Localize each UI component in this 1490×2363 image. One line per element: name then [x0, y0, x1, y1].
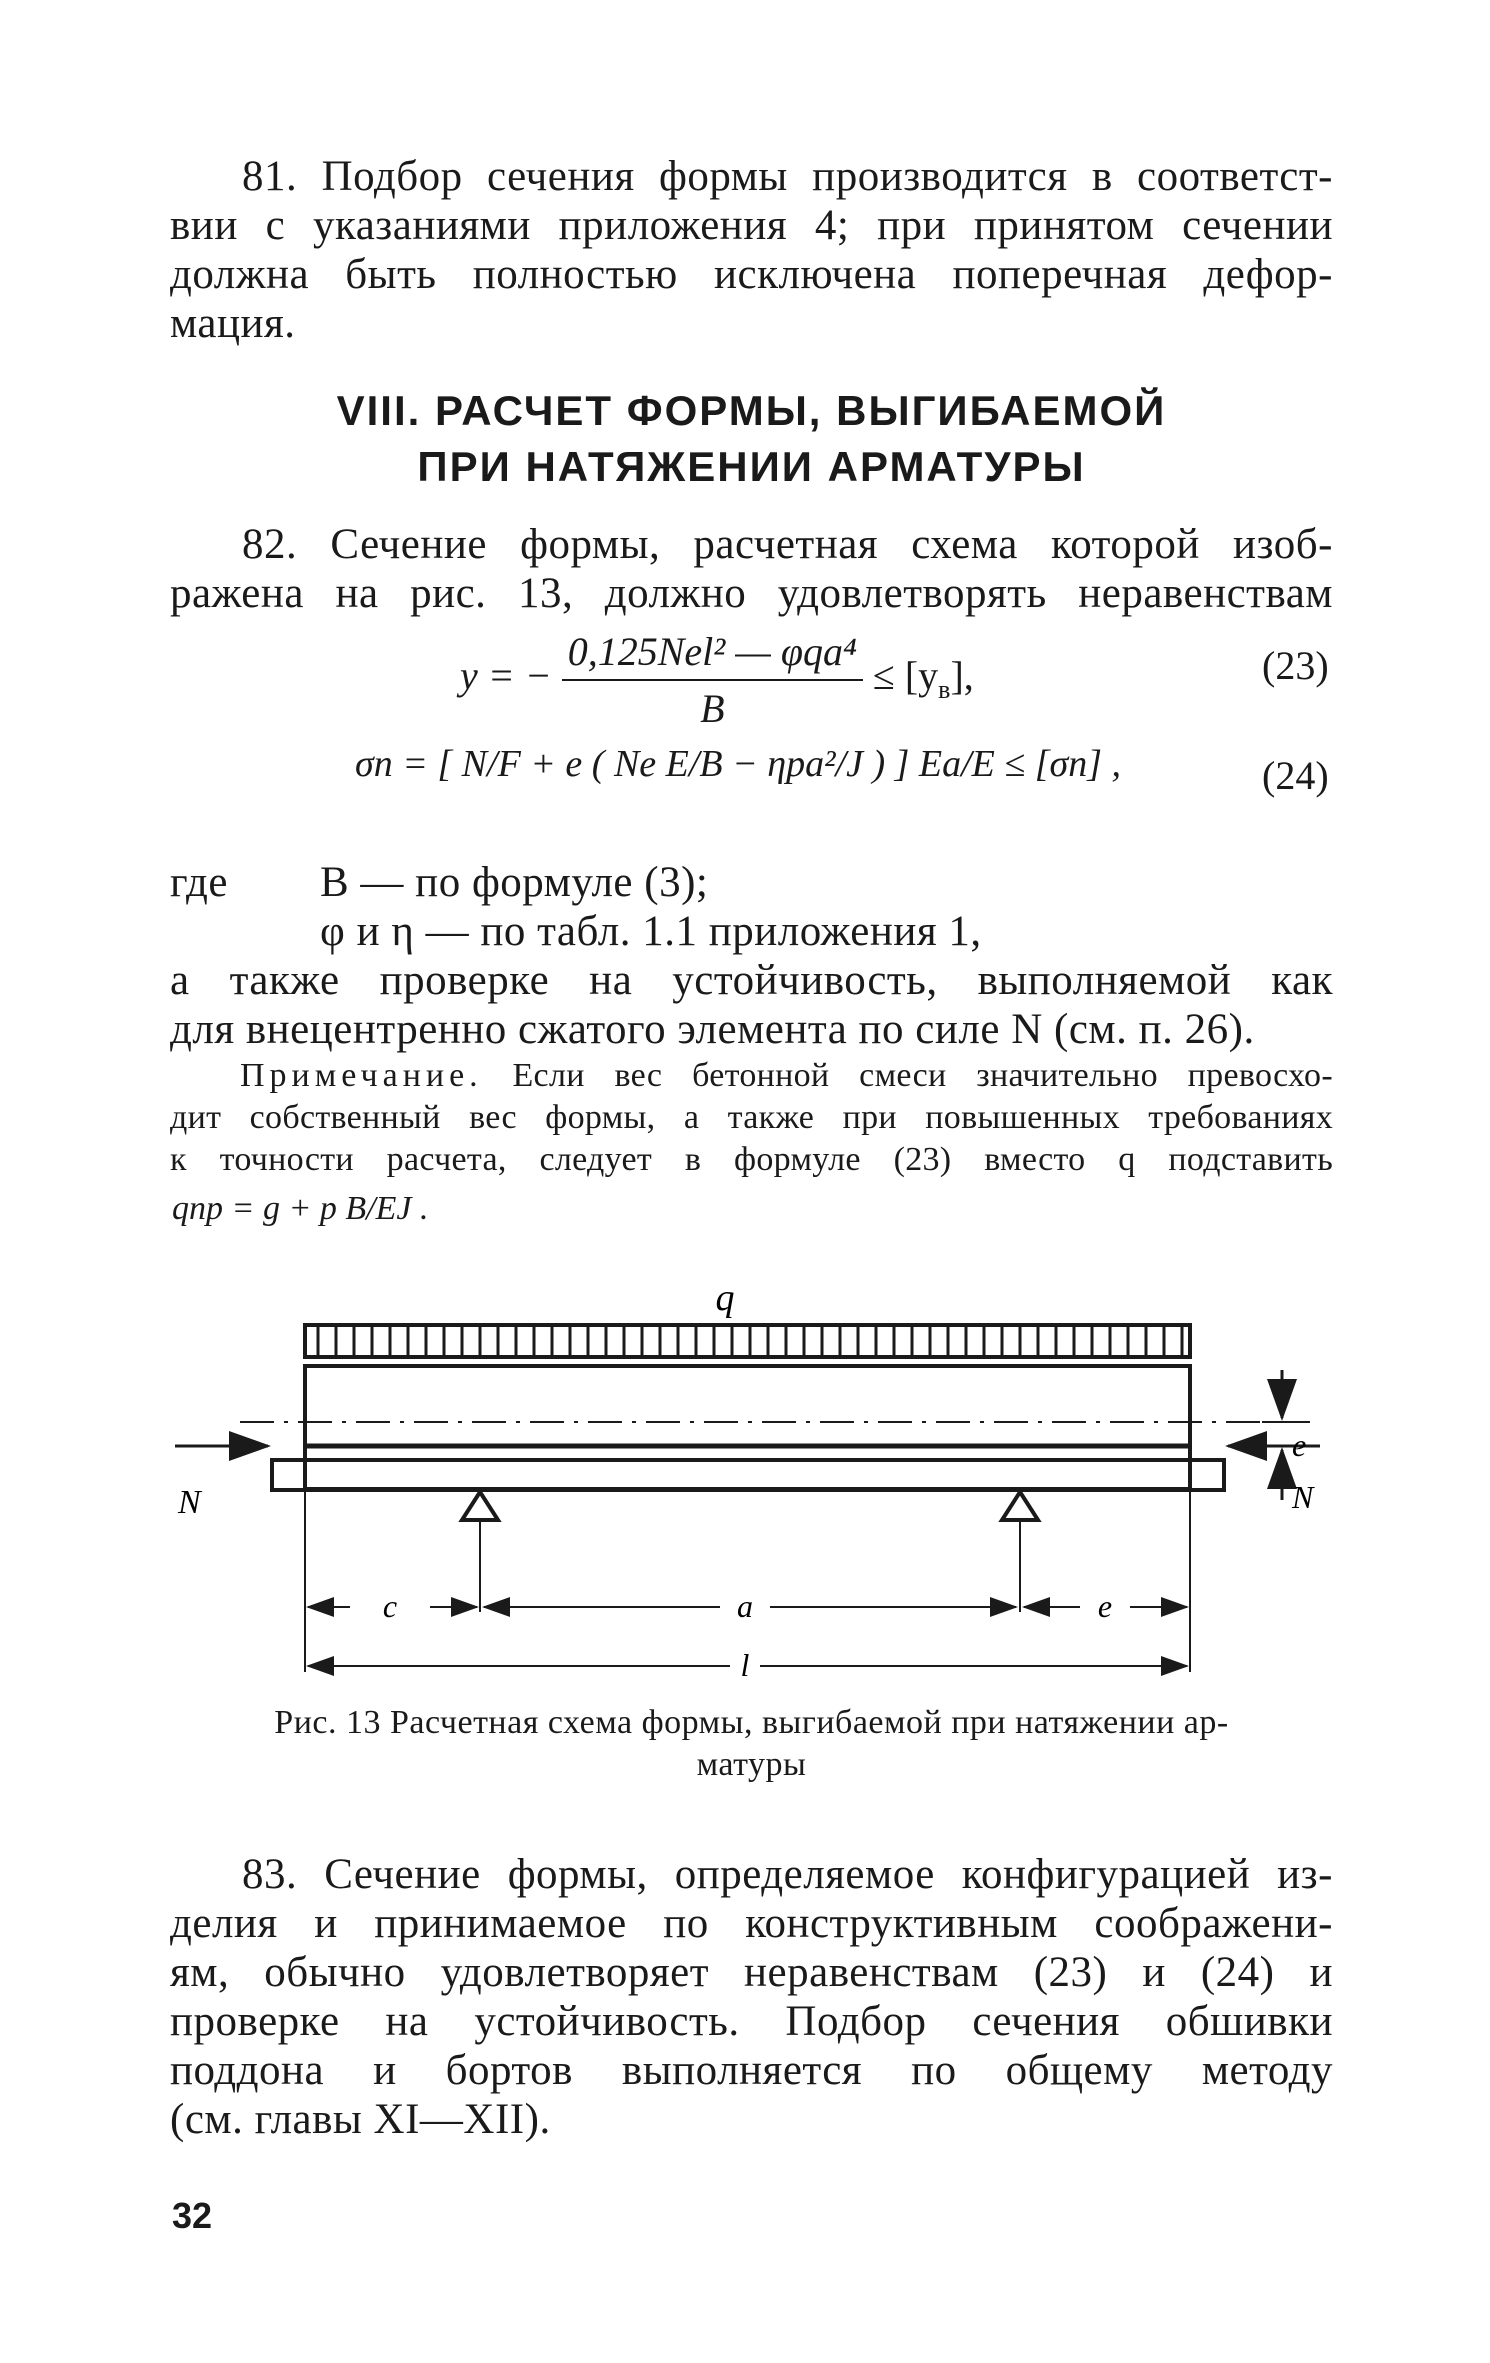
text-line: ражена на рис. 13, должно удовлетворять неравенствам [170, 570, 1333, 617]
label-l: l [740, 1647, 750, 1683]
note-line-1: Примечание. Если вес бетонной смеси значительно превосхо- [240, 1057, 1333, 1094]
text-line: 82. Сечение формы, расчетная схема которой изоб- [242, 521, 1333, 568]
label-c: c [382, 1588, 398, 1624]
load-hatch [318, 1327, 1182, 1355]
where-clause [170, 858, 1333, 1054]
text-line: должна быть полностью исключена поперечная дефор- [170, 251, 1333, 298]
label-a: a [737, 1588, 753, 1624]
text-line: 81. Подбор сечения формы производится в соответст- [242, 153, 1333, 200]
heading-line-2: ПРИ НАТЯЖЕНИИ АРМАТУРЫ [417, 443, 1086, 490]
section-heading [170, 383, 1333, 495]
end-plate-right [1190, 1460, 1224, 1490]
formula-23-rhs-end: ], [950, 653, 974, 699]
formula-23-numerator: 0,125Nel² — φqa⁴ [562, 628, 863, 681]
label-N-right: N [1292, 1479, 1314, 1515]
formula-24: σп = [ N/F + e ( Ne E/B − ηpa²/J ) ] Eа/E ≤ [σп] , [355, 743, 1122, 785]
caption-line-2: матуры [696, 1746, 807, 1783]
note-label: Примечание. [240, 1057, 483, 1094]
text-line: проверке на устойчивость. Подбор сечения обшивки [170, 1998, 1333, 2045]
label-N-left: N [178, 1484, 201, 1521]
equation-number-24: (24) [1262, 753, 1329, 798]
note [170, 1055, 1333, 1181]
support-left [462, 1492, 498, 1520]
caption-line-1: Рис. 13 Расчетная схема формы, выгибаемой при натяжении ар- [274, 1704, 1229, 1741]
beam-body [305, 1366, 1190, 1489]
text-line: делия и принимаемое по конструктивным соображени- [170, 1900, 1333, 1947]
page-number: 32 [172, 2195, 213, 2236]
pallet-bottom [272, 1460, 1224, 1490]
support-right [1002, 1492, 1038, 1520]
formula-23-denominator: B [700, 686, 725, 731]
end-plate-left [272, 1460, 305, 1490]
text-line: а также проверке на устойчивость, выполняемой как [170, 957, 1333, 1004]
where-label: где [170, 859, 228, 906]
label-q: q [715, 1277, 735, 1319]
formula-23-rhs-sub: в [938, 675, 951, 705]
paragraph-82 [170, 520, 1333, 618]
figure-13 [0, 1270, 1490, 1710]
heading-line-1: VIII. РАСЧЕТ ФОРМЫ, ВЫГИБАЕМОЙ [336, 387, 1167, 434]
note-formula: qпр = g + p B/EJ . [172, 1190, 429, 1227]
formula-23-rhs: ≤ [y [872, 653, 939, 699]
paragraph-83 [170, 1850, 1333, 2144]
formula-23-lhs: y = − [460, 653, 552, 699]
text-line: вии с указаниями приложения 4; при принятом сечении [170, 202, 1333, 249]
text-line: поддона и бортов выполняется по общему методу [170, 2047, 1333, 2094]
note-line: дит собственный вес формы, а также при повышенных требованиях [170, 1099, 1333, 1136]
where-item: B — по формуле (3); [320, 859, 709, 906]
text-line: для внецентренно сжатого элемента по силе N (см. п. 26). [170, 1006, 1255, 1053]
label-e-right: e [1292, 1427, 1307, 1463]
text-line: мация. [170, 300, 296, 347]
label-e-span: e [1097, 1588, 1113, 1624]
formula-23-fraction [562, 628, 863, 732]
text-line: ям, обычно удовлетворяет неравенствам (23) и (24) и [170, 1949, 1333, 1996]
where-item: φ и η — по табл. 1.1 приложения 1, [320, 908, 982, 955]
equation-number-23: (23) [1262, 643, 1329, 688]
figure-caption [170, 1702, 1333, 1786]
note-line: к точности расчета, следует в формуле (23) вместо q подставить [170, 1141, 1333, 1178]
formula-23 [460, 628, 974, 732]
text-line: 83. Сечение формы, определяемое конфигурацией из- [242, 1851, 1333, 1898]
paragraph-81 [170, 152, 1333, 348]
text-line: (см. главы XI—XII). [170, 2096, 551, 2143]
